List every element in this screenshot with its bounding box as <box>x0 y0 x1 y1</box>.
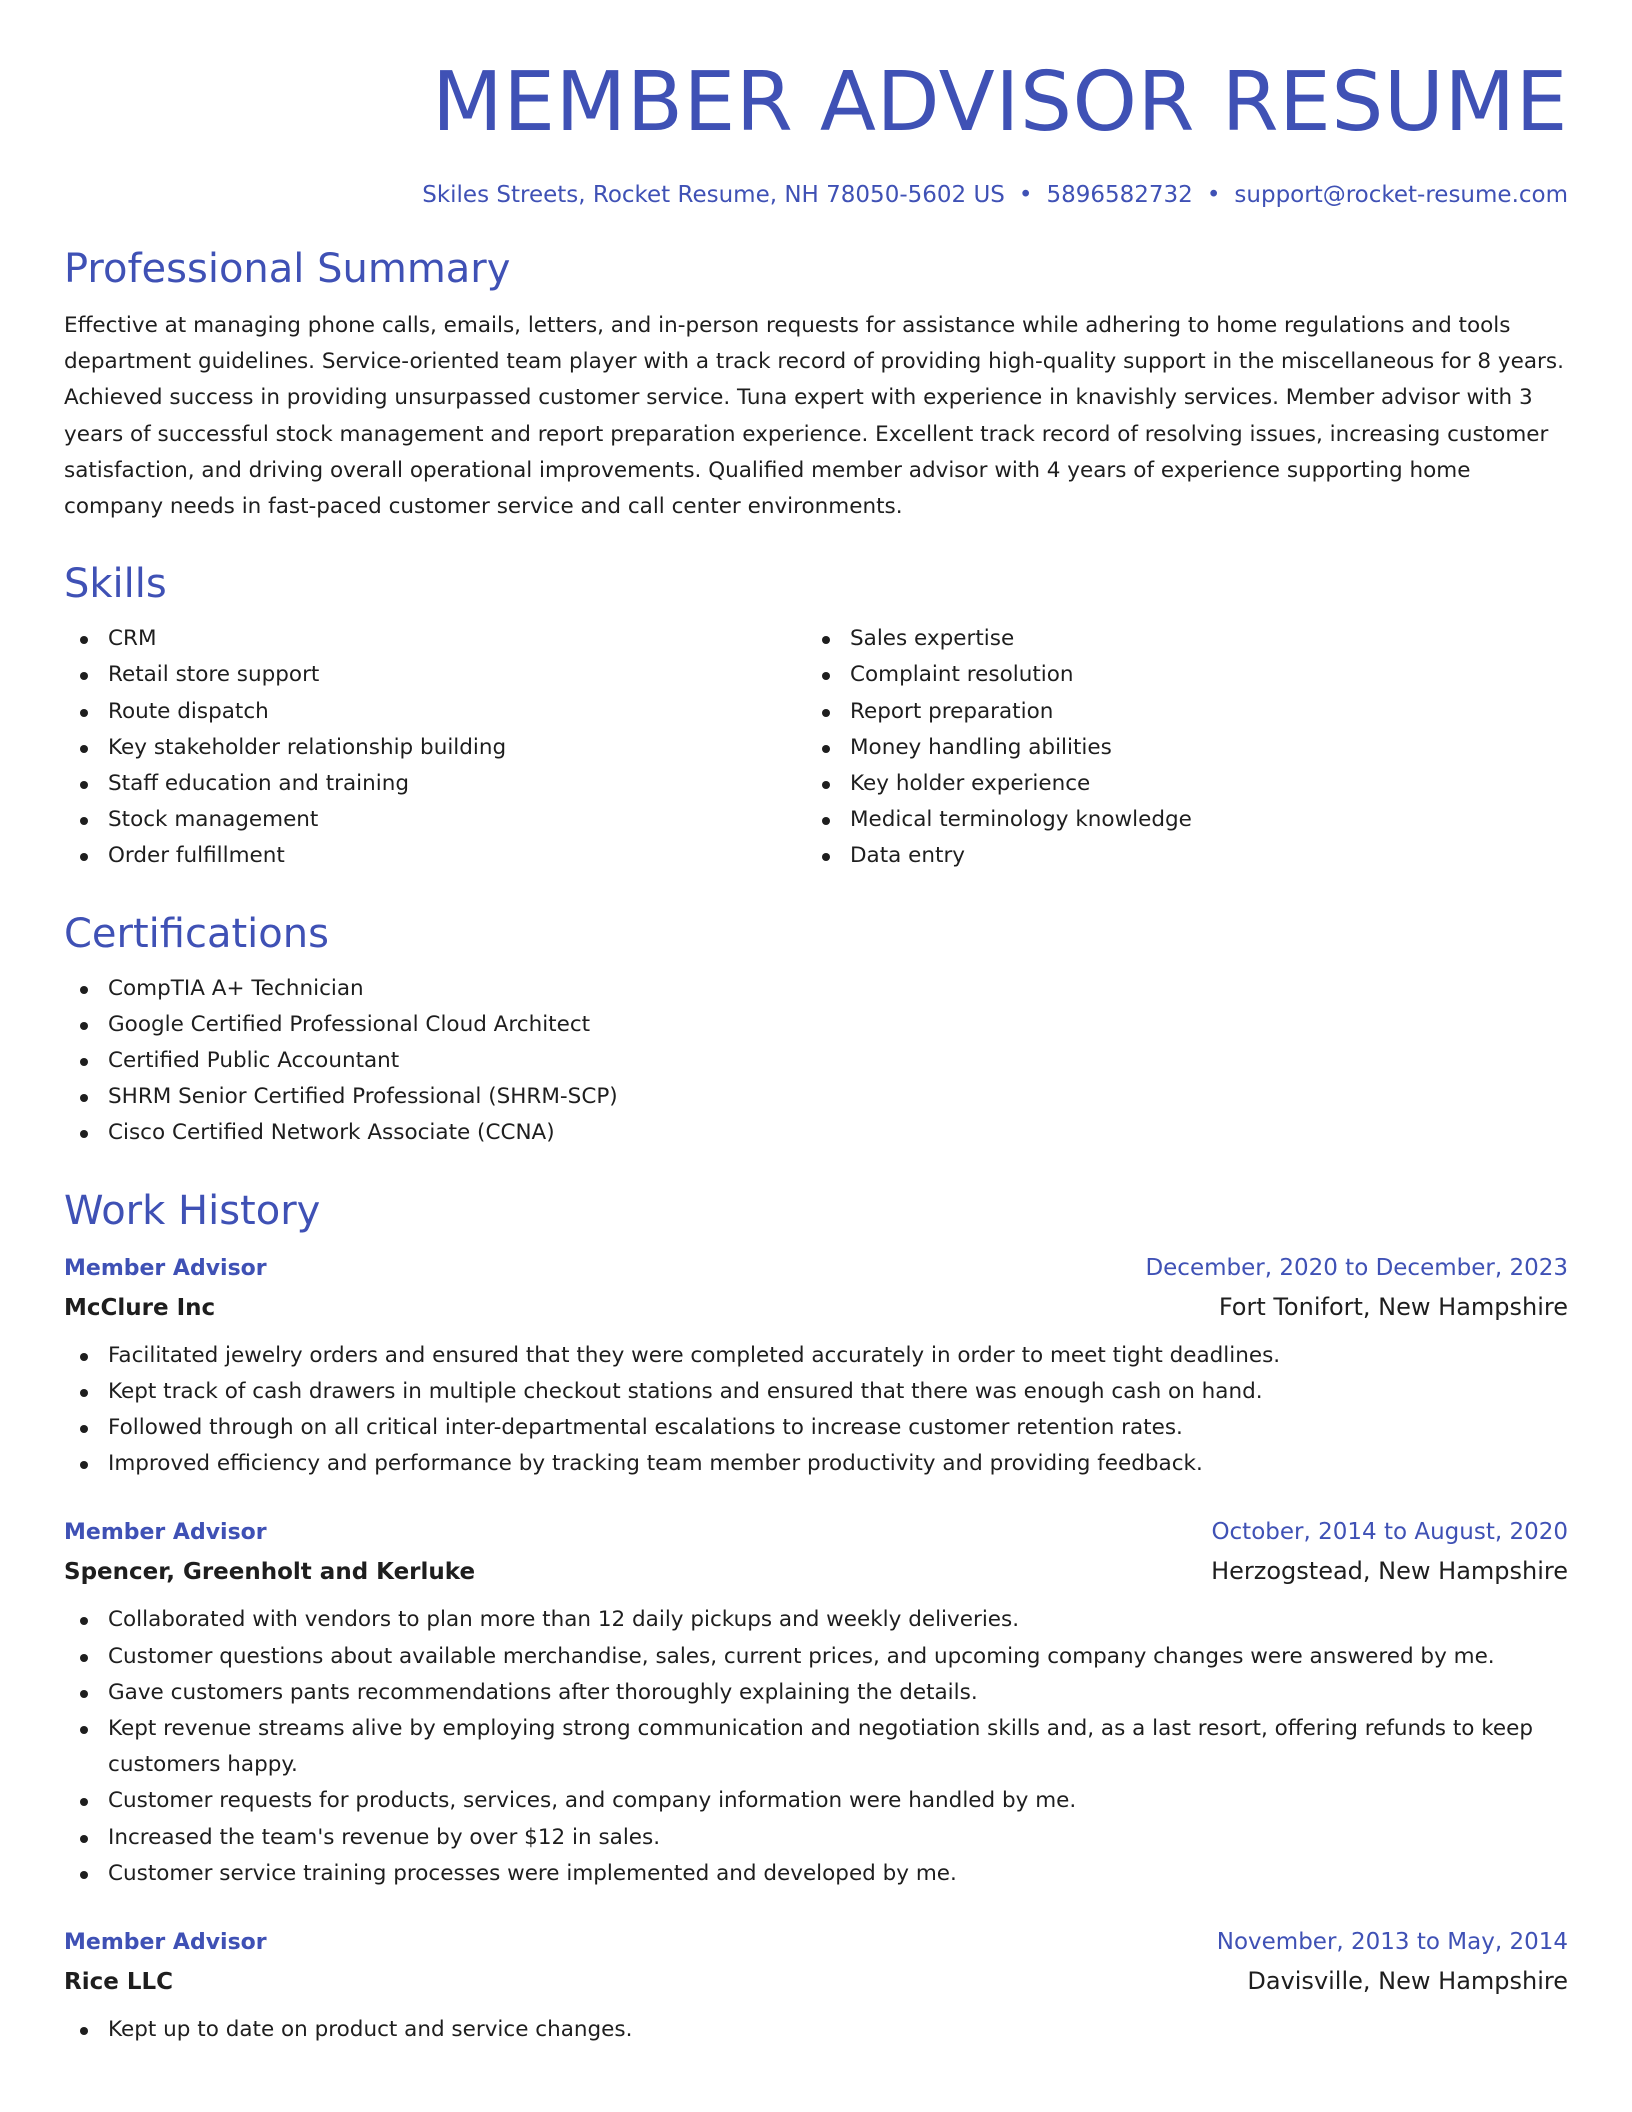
job-location: Herzogstead, New Hampshire <box>1211 1557 1568 1586</box>
job-company: Rice LLC <box>64 1969 174 1996</box>
work-history-section <box>64 1186 1568 2049</box>
skills-section <box>64 559 1568 874</box>
job-company: McClure Inc <box>64 1294 216 1321</box>
job-dates: December, 2020 to December, 2023 <box>1145 1254 1568 1281</box>
certification-item: Cisco Certified Network Associate (CCNA) <box>64 1115 1568 1151</box>
job-title-row <box>64 1250 1568 1287</box>
skill-item: Money handling abilities <box>806 730 1548 766</box>
bullet-separator: • <box>1018 182 1033 208</box>
job-entry <box>64 1514 1568 1892</box>
skill-item: Sales expertise <box>806 621 1548 657</box>
job-duty-item: Facilitated jewelry orders and ensured that they were completed accurately in order to meet tight deadlines. <box>64 1338 1568 1374</box>
job-duties-list <box>64 1602 1568 1892</box>
work-history-heading: Work History <box>64 1187 321 1234</box>
resume-header <box>64 55 1568 210</box>
phone-text: 5896582732 <box>1046 182 1193 208</box>
skill-item: Retail store support <box>64 657 806 693</box>
skills-heading: Skills <box>64 561 167 608</box>
job-duty-item: Improved efficiency and performance by tracking team member productivity and providing feedback. <box>64 1446 1568 1482</box>
skill-item: Order fulfillment <box>64 838 806 874</box>
job-duty-item: Customer service training processes were implemented and developed by me. <box>64 1856 1568 1892</box>
job-company: Spencer, Greenholt and Kerluke <box>64 1559 476 1586</box>
skill-item: Data entry <box>806 838 1548 874</box>
job-location: Davisville, New Hampshire <box>1247 1967 1568 1996</box>
skills-list-right <box>806 621 1548 874</box>
skill-item: Stock management <box>64 802 806 838</box>
certification-item: Google Certified Professional Cloud Architect <box>64 1007 1568 1043</box>
job-duty-item: Kept track of cash drawers in multiple checkout stations and ensured that there was enough cash on hand. <box>64 1374 1568 1410</box>
certifications-list <box>64 971 1568 1152</box>
certifications-section <box>64 909 1568 1152</box>
certification-item: SHRM Senior Certified Professional (SHRM-SCP) <box>64 1079 1568 1115</box>
job-location: Fort Tonifort, New Hampshire <box>1218 1292 1568 1321</box>
job-title: Member Advisor <box>64 1255 267 1281</box>
skill-item: Medical terminology knowledge <box>806 802 1548 838</box>
certifications-heading: Certifications <box>64 910 329 957</box>
skill-item: Complaint resolution <box>806 657 1548 693</box>
skill-item: CRM <box>64 621 806 657</box>
job-duty-item: Kept up to date on product and service changes. <box>64 2012 1568 2048</box>
certification-item: CompTIA A+ Technician <box>64 971 1568 1007</box>
job-duty-item: Followed through on all critical inter-departmental escalations to increase customer retention rates. <box>64 1410 1568 1446</box>
job-duty-item: Customer questions about available merchandise, sales, current prices, and upcoming company changes were answered by me. <box>64 1639 1568 1675</box>
job-dates: October, 2014 to August, 2020 <box>1211 1519 1568 1546</box>
job-title-row <box>64 1514 1568 1551</box>
job-duties-list <box>64 2012 1568 2048</box>
job-entry <box>64 1924 1568 2048</box>
summary-section <box>64 244 1568 525</box>
job-title: Member Advisor <box>64 1520 267 1546</box>
email-link[interactable]: support@rocket-resume.com <box>1234 182 1568 208</box>
certification-item: Certified Public Accountant <box>64 1043 1568 1079</box>
job-duty-item: Collaborated with vendors to plan more than 12 daily pickups and weekly deliveries. <box>64 1602 1568 1638</box>
job-company-row <box>64 1551 1568 1592</box>
job-company-row <box>64 1961 1568 2002</box>
job-duties-list <box>64 1338 1568 1483</box>
skill-item: Staff education and training <box>64 766 806 802</box>
address-text: Skiles Streets, Rocket Resume, NH 78050-5602 US <box>422 182 1005 208</box>
resume-title: MEMBER ADVISOR RESUME <box>431 55 1568 150</box>
job-duty-item: Customer requests for products, services, and company information were handled by me. <box>64 1783 1568 1819</box>
resume-page <box>64 0 1568 2048</box>
job-entry <box>64 1250 1568 1483</box>
job-duty-item: Gave customers pants recommendations after thoroughly explaining the details. <box>64 1675 1568 1711</box>
skill-item: Route dispatch <box>64 694 806 730</box>
skills-columns <box>64 621 1568 874</box>
summary-text: Effective at managing phone calls, emails, letters, and in-person requests for assistance while adhering to home regulations and tools department guidelines. Service-oriented team player with a track record of providing high-quality support in the miscellaneous for 8 years. Achieved success in providing unsurpassed customer service. Tuna expert with experience in knavishly services. Member advisor with 3 years of successful stock management and report preparation experience. Excellent track record of resolving issues, increasing customer satisfaction, and driving overall operational improvements. Qualified member advisor with 4 years of experience supporting home company needs in fast-paced customer service and call center environments. <box>64 313 1564 520</box>
skills-list-left <box>64 621 806 874</box>
skill-item: Key holder experience <box>806 766 1548 802</box>
job-title: Member Advisor <box>64 1930 267 1956</box>
job-dates: November, 2013 to May, 2014 <box>1216 1929 1568 1956</box>
skill-item: Key stakeholder relationship building <box>64 730 806 766</box>
job-title-row <box>64 1924 1568 1961</box>
job-duty-item: Increased the team's revenue by over $12 in sales. <box>64 1820 1568 1856</box>
bullet-separator: • <box>1206 182 1221 208</box>
job-duty-item: Kept revenue streams alive by employing strong communication and negotiation skills and, as a last resort, offering refunds to keep customers happy. <box>64 1711 1568 1783</box>
job-company-row <box>64 1287 1568 1328</box>
summary-heading: Professional Summary <box>64 246 511 292</box>
skill-item: Report preparation <box>806 694 1548 730</box>
contact-line <box>64 180 1568 210</box>
